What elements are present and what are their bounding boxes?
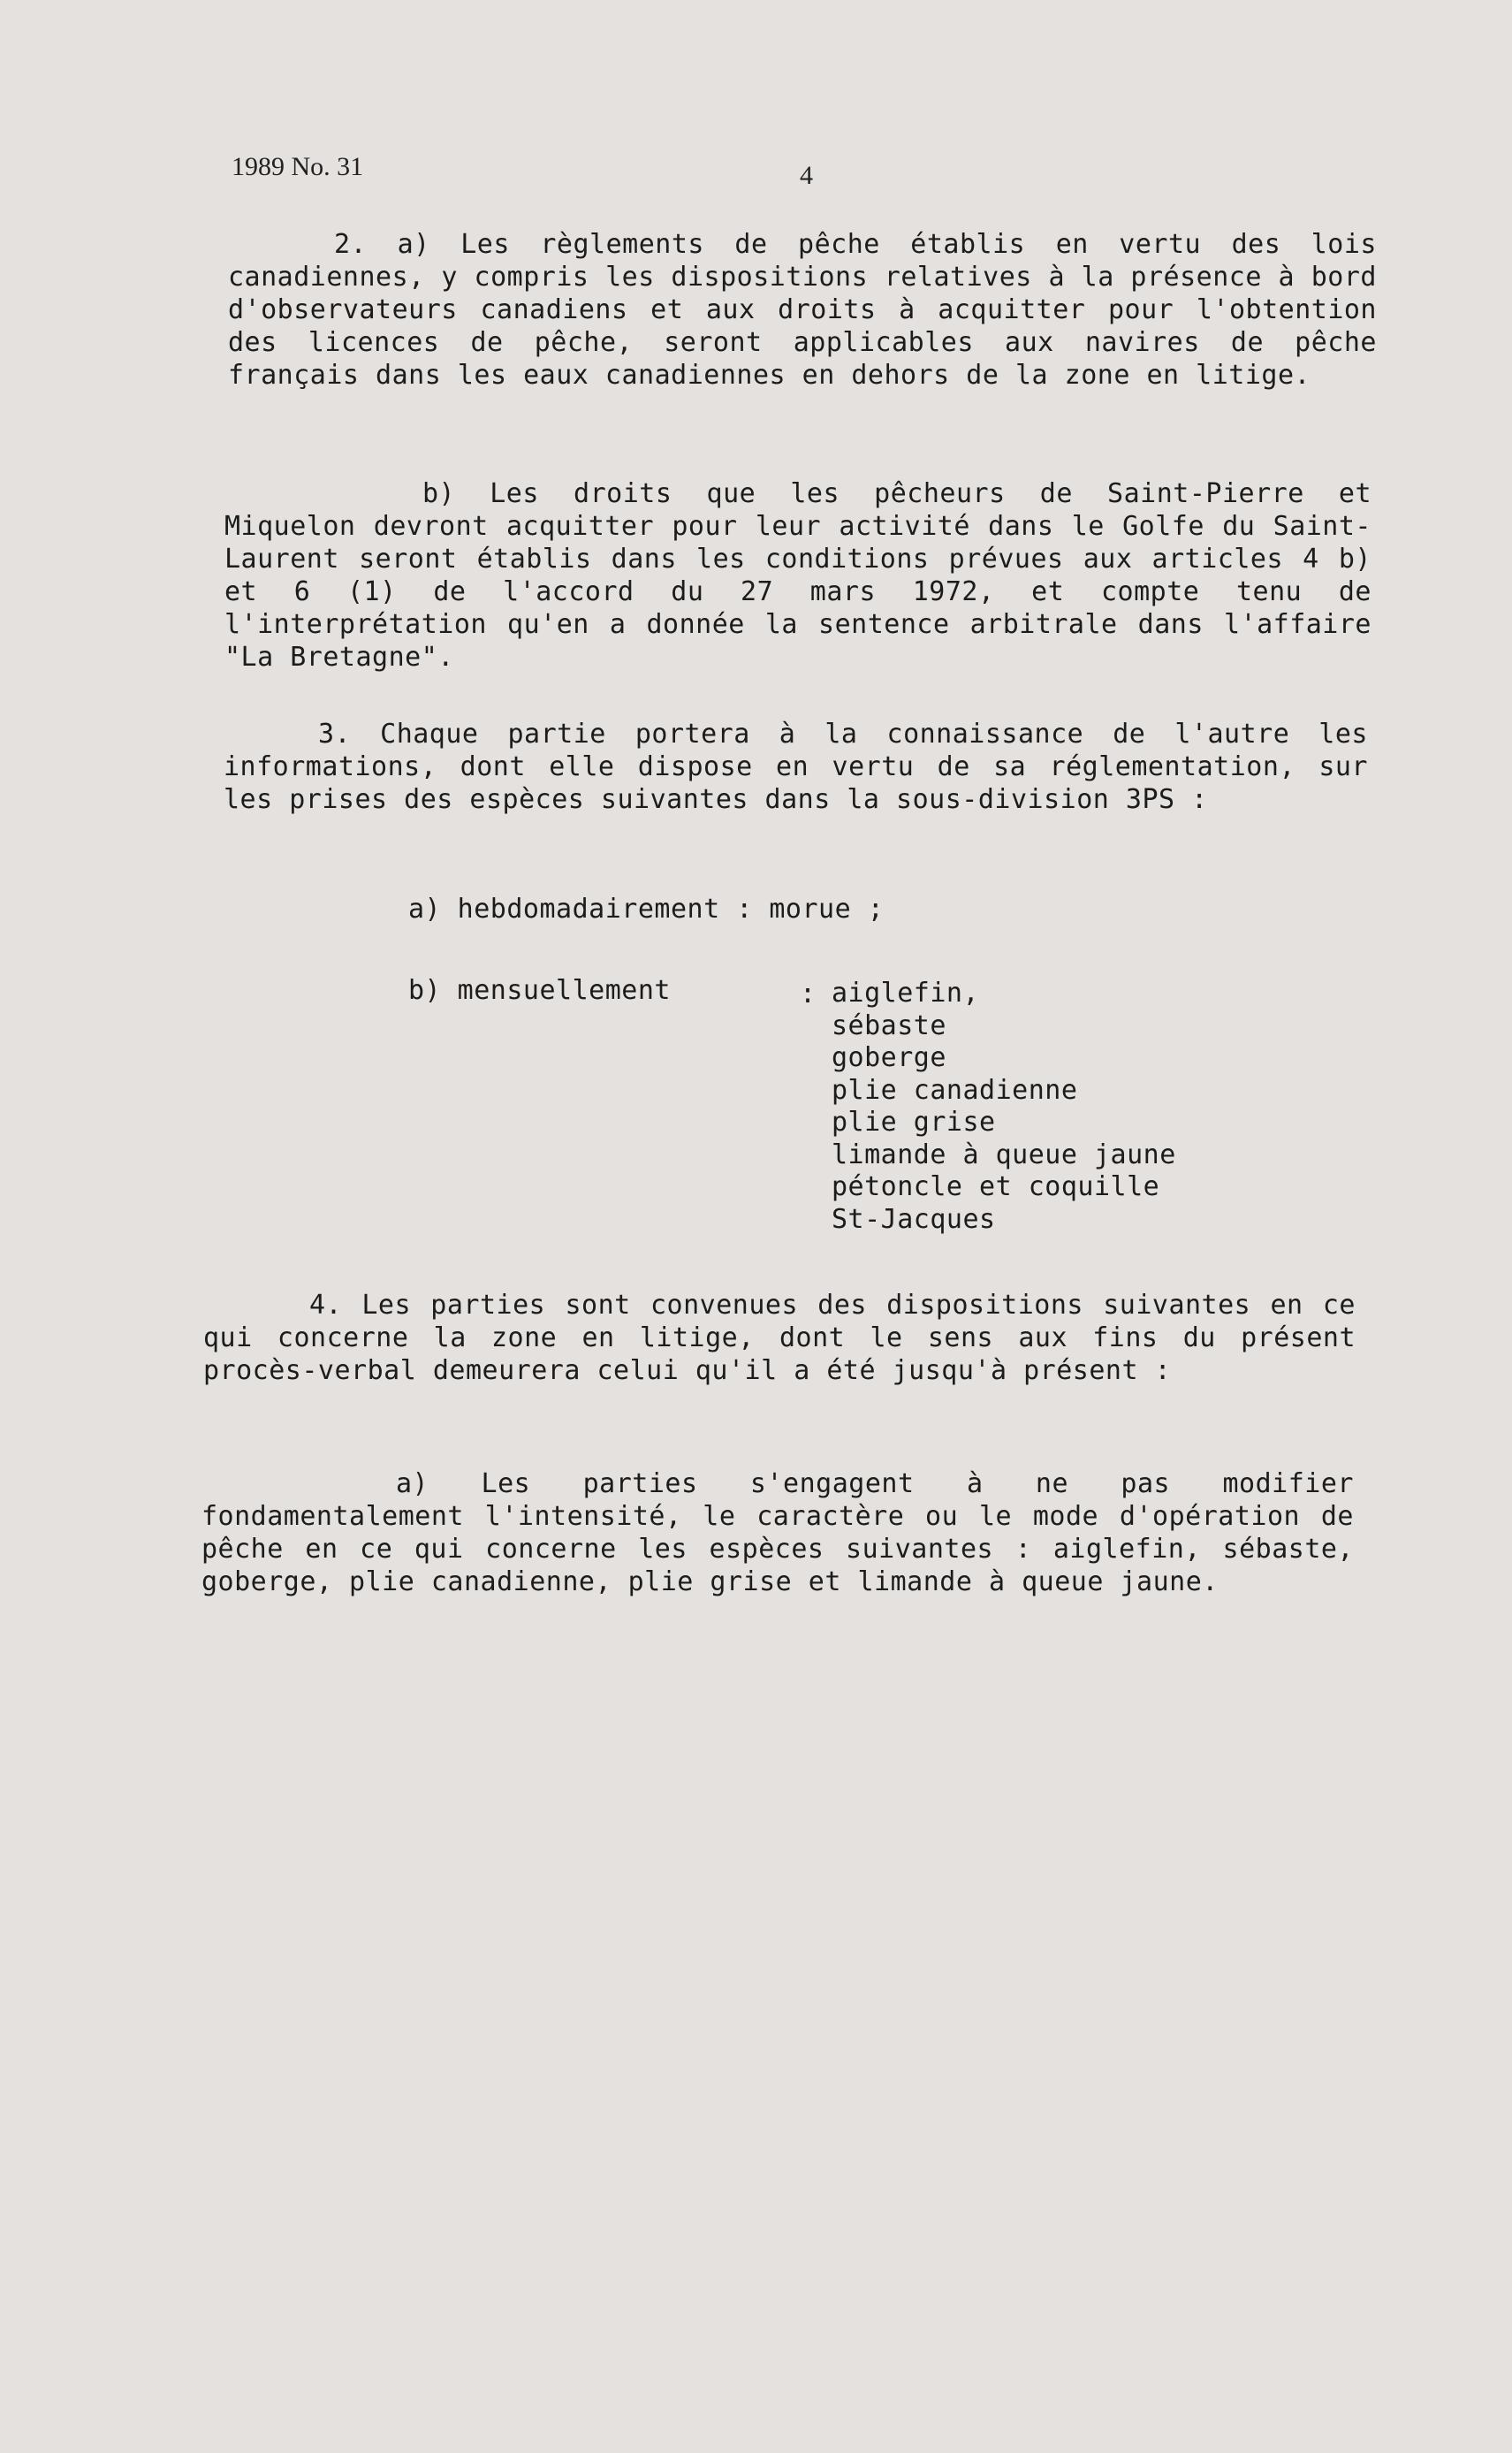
species-item: St-Jacques xyxy=(832,1203,996,1235)
monthly-colon: : xyxy=(800,979,817,1009)
monthly-reporting-label: b) mensuellement xyxy=(408,975,671,1006)
document-reference: 1989 No. 31 xyxy=(232,152,364,181)
species-item: plie grise xyxy=(832,1107,996,1138)
species-item: pétoncle et coquille xyxy=(832,1171,1160,1202)
species-item: limande à queue jaune xyxy=(832,1139,1176,1170)
paragraph-2a: 2. a) Les règlements de pêche établis en vertu des lois canadiennes, y compris les dispositions relatives à la présence à bord d'observateurs canadiens et aux droits à acquitter pour l'obtention des licences de pêche, seront applicables aux navires de pêche français dans les eaux canadiennes en dehors de la zone en litige. xyxy=(228,229,1377,391)
paragraph-4a: a) Les parties s'engagent à ne pas modifier fondamentalement l'intensité, le caractère ou le mode d'opération de pêche en ce qui concerne les espèces suivantes : aiglefin, sébaste, goberge, plie canadienne, plie grise et limande à queue jaune. xyxy=(201,1468,1354,1597)
species-item: aiglefin, xyxy=(832,978,980,1009)
page-number: 4 xyxy=(800,161,813,190)
species-list xyxy=(832,978,1176,1236)
paragraph-4: 4. Les parties sont convenues des dispositions suivantes en ce qui concerne la zone en litige, dont le sens aux fins du présent procès-verbal demeurera celui qu'il a été jusqu'à présent : xyxy=(203,1290,1356,1386)
species-item: plie canadienne xyxy=(832,1074,1078,1106)
paragraph-3: 3. Chaque partie portera à la connaissance de l'autre les informations, dont elle dispose en vertu de sa réglementation, sur les prises des espèces suivantes dans la sous-division 3PS : xyxy=(224,719,1368,815)
species-item: sébaste xyxy=(832,1009,946,1041)
species-item: goberge xyxy=(832,1042,946,1073)
paragraph-2b: b) Les droits que les pêcheurs de Saint-Pierre et Miquelon devront acquitter pour leur activité dans le Golfe du Saint-Laurent seront établis dans les conditions prévues aux articles 4 b) et 6 (1) de l'accord du 27 mars 1972, et compte tenu de l'interprétation qu'en a donnée la sentence arbitrale dans l'affaire "La Bretagne". xyxy=(224,478,1371,673)
weekly-reporting-line: a) hebdomadairement : morue ; xyxy=(408,894,885,925)
